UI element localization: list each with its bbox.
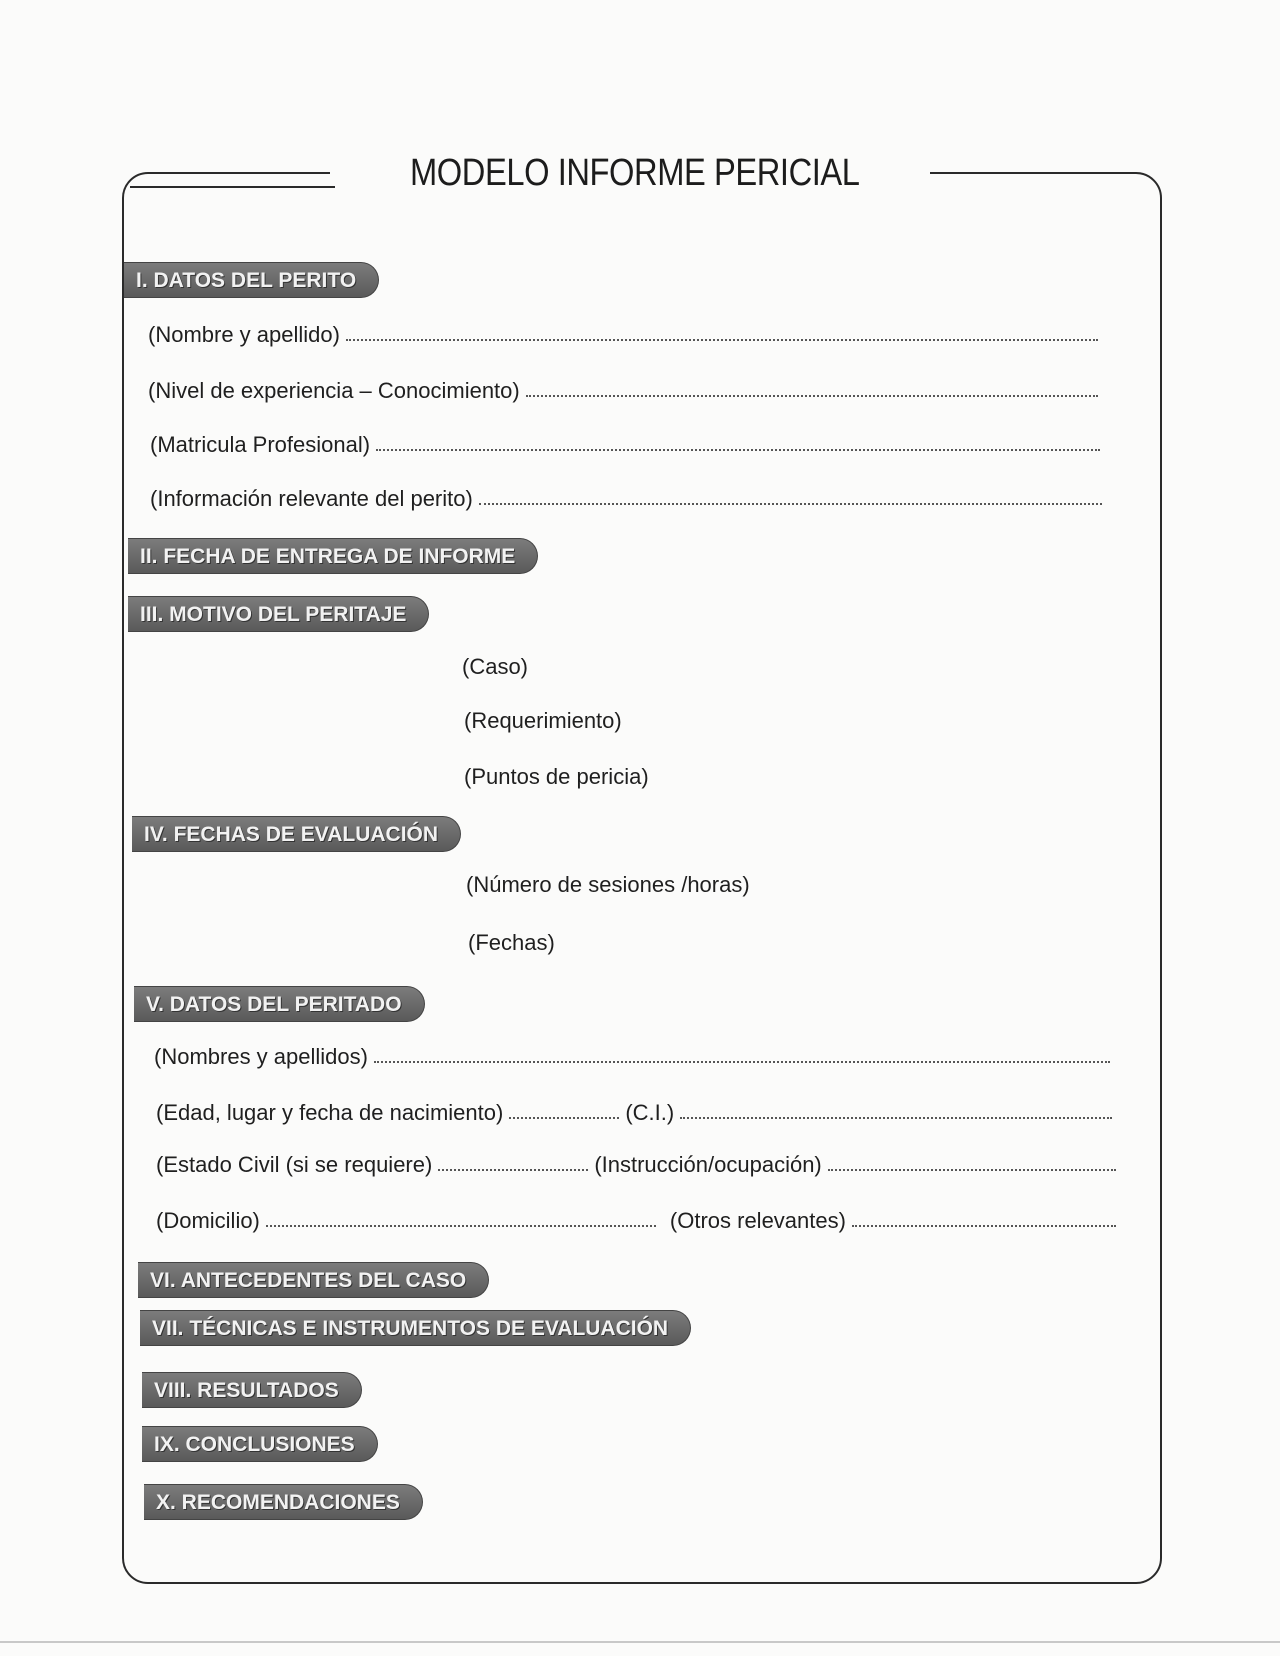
field-edad-ci [156, 1100, 1112, 1126]
fill-line [376, 449, 1100, 451]
section-datos-peritado: V. DATOS DEL PERITADO [134, 986, 425, 1022]
page-title: MODELO INFORME PERICIAL [410, 152, 860, 194]
title-rule-left [130, 186, 335, 188]
fill-line [509, 1117, 619, 1119]
fill-line [479, 503, 1102, 505]
motivo-requerimiento: (Requerimiento) [464, 708, 622, 733]
fill-line [852, 1225, 1116, 1227]
field-label: (Información relevante del perito) [150, 486, 473, 511]
field-label: (Edad, lugar y fecha de nacimiento) [156, 1100, 504, 1125]
field-label: (Nombres y apellidos) [154, 1044, 368, 1069]
fill-line [526, 395, 1098, 397]
field-label: (Estado Civil (si se requiere) [156, 1152, 433, 1177]
fill-line [438, 1169, 588, 1171]
field-label-ci: (C.I.) [625, 1100, 675, 1125]
field-label: (Nivel de experiencia – Conocimiento) [148, 378, 520, 403]
field-label: (Nombre y apellido) [148, 322, 340, 347]
field-nombres-peritado [154, 1044, 1110, 1070]
fill-line [346, 339, 1098, 341]
field-label-instruccion: (Instrucción/ocupación) [594, 1152, 822, 1177]
section-motivo-peritaje: III. MOTIVO DEL PERITAJE [128, 596, 429, 632]
fill-line [828, 1169, 1116, 1171]
section-conclusiones: IX. CONCLUSIONES [142, 1426, 378, 1462]
title-rule-right [930, 172, 1135, 174]
section-tecnicas: VII. TÉCNICAS E INSTRUMENTOS DE EVALUACIÓN [140, 1310, 691, 1346]
field-domicilio-otros [156, 1208, 1116, 1234]
field-info-perito [150, 486, 1102, 512]
fill-line [374, 1061, 1110, 1063]
section-fecha-entrega: II. FECHA DE ENTREGA DE INFORME [128, 538, 538, 574]
page-bottom-edge [0, 1641, 1280, 1643]
motivo-puntos-pericia: (Puntos de pericia) [464, 764, 649, 789]
motivo-caso: (Caso) [462, 654, 529, 679]
field-nombre-perito [148, 322, 1098, 348]
section-resultados: VIII. RESULTADOS [142, 1372, 362, 1408]
section-recomendaciones: X. RECOMENDACIONES [144, 1484, 423, 1520]
field-label-otros: (Otros relevantes) [669, 1208, 846, 1233]
field-estado-instruccion [156, 1152, 1116, 1178]
fill-line [680, 1117, 1112, 1119]
field-matricula [150, 432, 1100, 458]
section-fechas-evaluacion: IV. FECHAS DE EVALUACIÓN [132, 816, 461, 852]
fill-line [266, 1225, 656, 1227]
section-datos-perito: I. DATOS DEL PERITO [124, 262, 379, 298]
evaluacion-sesiones: (Número de sesiones /horas) [466, 872, 750, 897]
field-label: (Matricula Profesional) [150, 432, 371, 457]
evaluacion-fechas: (Fechas) [468, 930, 555, 955]
field-label: (Domicilio) [156, 1208, 260, 1233]
section-antecedentes: VI. ANTECEDENTES DEL CASO [138, 1262, 489, 1298]
field-nivel-experiencia [148, 378, 1098, 404]
